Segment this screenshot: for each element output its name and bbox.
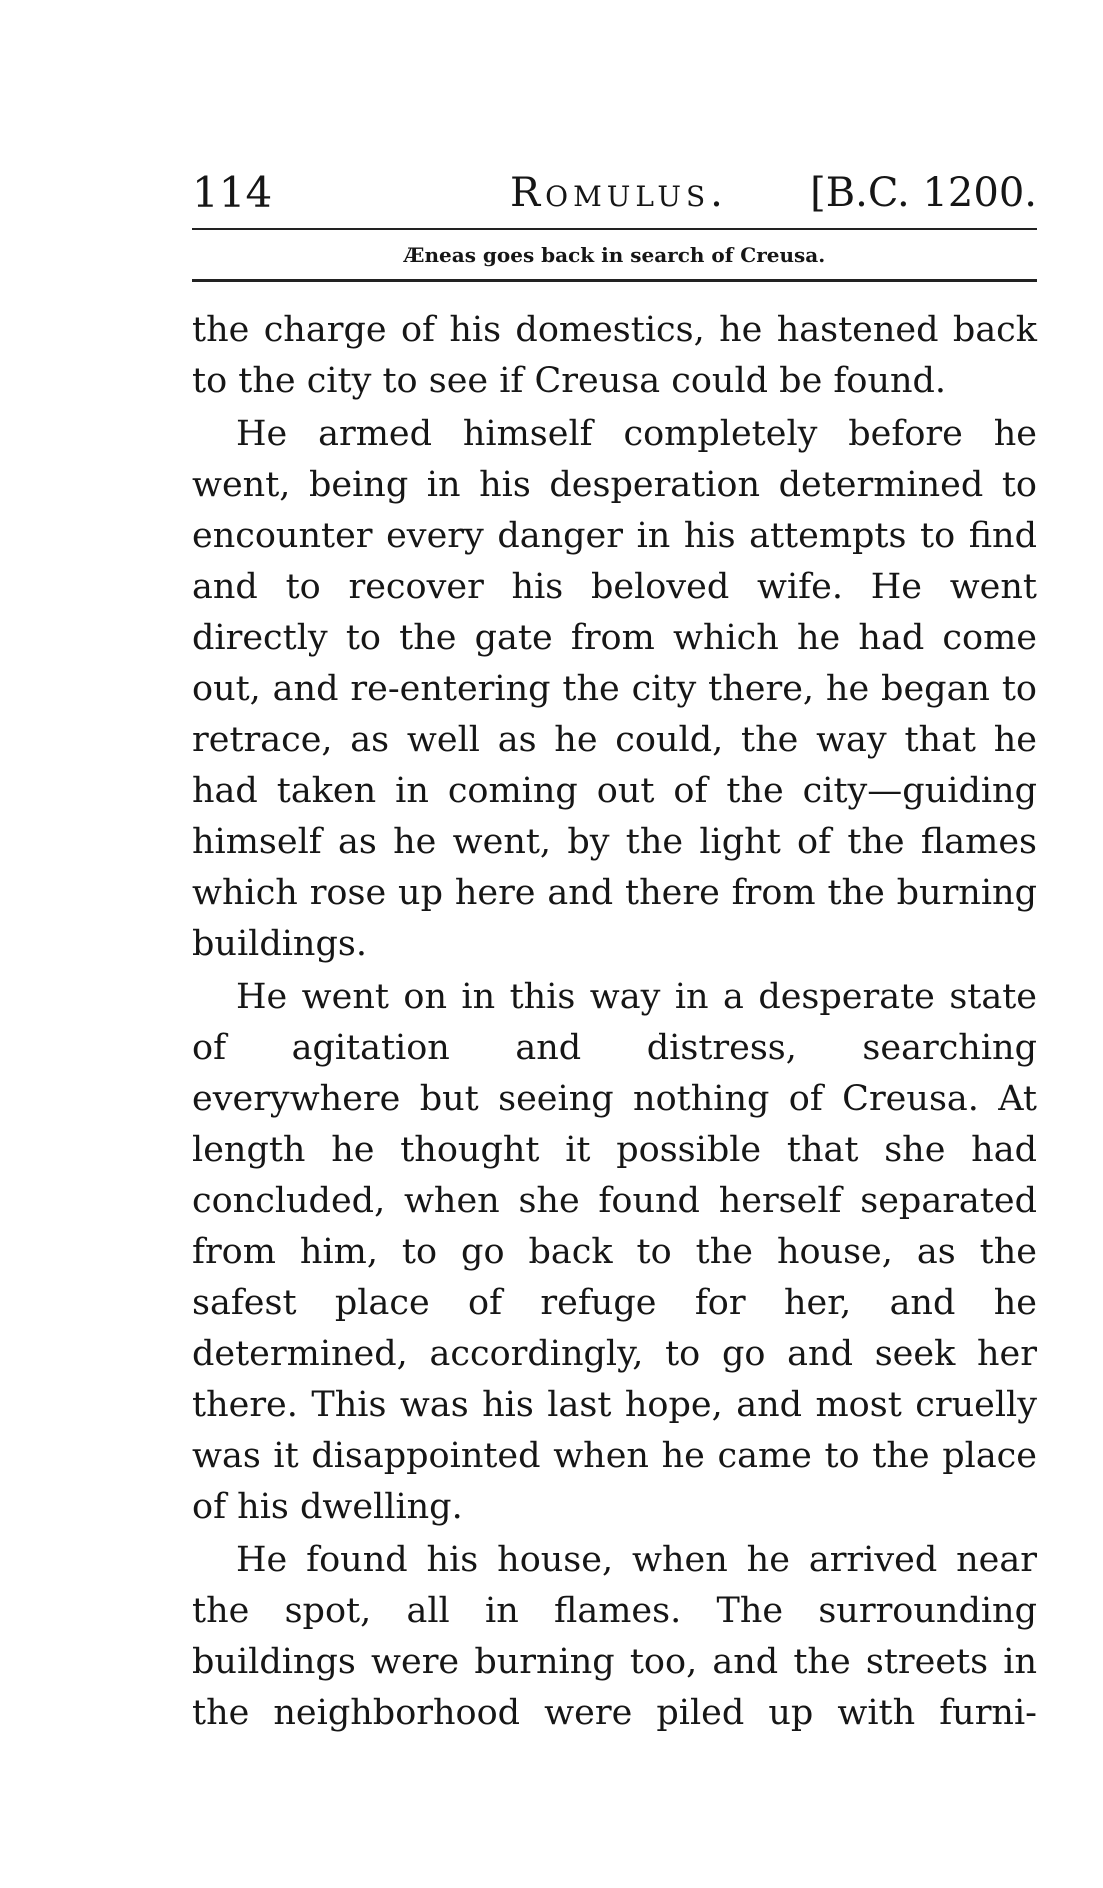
page-header xyxy=(192,168,1037,267)
header-rule-top xyxy=(192,228,1037,230)
page-number: 114 xyxy=(192,168,273,217)
section-subheading: Æneas goes back in search of Creusa. xyxy=(403,243,826,267)
body-text xyxy=(192,305,1037,1741)
running-title: Romulus. xyxy=(510,170,728,216)
header-rule-bottom xyxy=(192,279,1037,282)
paragraph: He found his house, when he arrived near the spot, all in flames. The surrounding buildings were burning too, and the streets in the neighborhood were piled up with furni- xyxy=(192,1540,1037,1733)
paragraph: He went on in this way in a desperate state of agitation and distress, searching everywhere but seeing nothing of Creusa. At length he thought it possible that she had concluded, when she found herself separated from him, to go back to the house, as the safest place of refuge for her, and he determined, accordingly, to go and seek her there. This was his last hope, and most cruelly was it disappointed when he came to the place of his dwelling. xyxy=(192,977,1037,1527)
date-range: [B.C. 1200. xyxy=(810,170,1037,216)
paragraph-continuation: the charge of his domestics, he hastened back to the city to see if Creusa could be found. xyxy=(192,310,1037,401)
paragraph: He armed himself completely before he went, being in his desperation determined to encounter every danger in his attempts to find and to recover his beloved wife. He went directly to the gate from which he had come out, and re-entering the city there, he began to retrace, as well as he could, the way that he had taken in coming out of the city—guiding himself as he went, by the light of the flames which rose up here and there from the burning buildings. xyxy=(192,414,1037,964)
